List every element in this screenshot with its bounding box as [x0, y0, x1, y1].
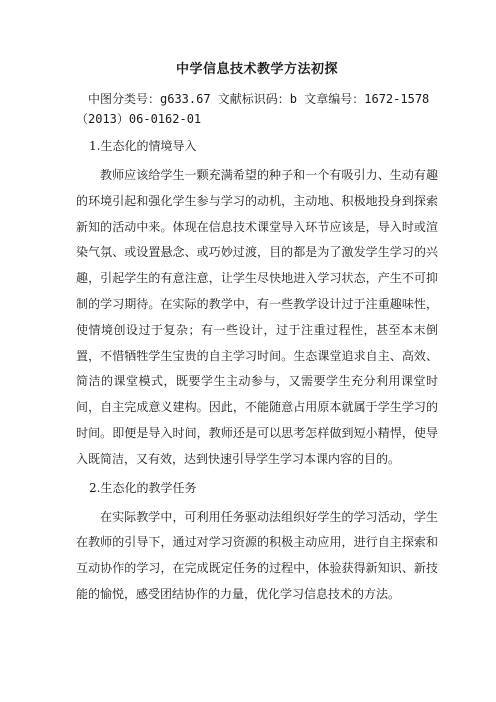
section-heading: 1.生态化的情境导入	[89, 139, 197, 153]
section-paragraph: 教师应该给学生一颗充满希望的种子和一个有吸引力、生动有趣的环境引起和强化学生参与学习的动机，主动地、积极地投身到探索新知的活动中来。体现在信息技术课堂导入环节应该是，导入时或渲染气氛、或设置悬念、或巧妙过渡，目的都是为了激发学生学习的兴趣，引起学生的有意注意，让学生尽快地进入学习状态，产生不可抑制的学习期待。在实际的教学中，有一些教学设计过于注重趣味性，使情境创设过于复杂；有一些设计，过于注重过程性，甚至本末倒置，不惜牺牲学生宝贵的自主学习时间。生态课堂追求自主、高效、简洁的课堂模式，既要学生主动参与，又需要学生充分利用课堂时间，自主完成意义建构。因此，不能随意占用原本就属于学生学习的时间。即便是导入时间，教师还是可以思考怎样做到短小精悍，使导入既简洁，又有效，达到快速引导学生学习本课内容的目的。	[76, 168, 438, 466]
classification-info: 中图分类号：g633.67 文献标识码：b 文章编号：1672-1578（2013）06-0162-01	[76, 92, 430, 126]
section-1	[76, 136, 438, 473]
document-title: 中学信息技术教学方法初探	[175, 62, 338, 77]
document-page	[76, 60, 438, 613]
section-heading: 2.生态化的教学任务	[89, 480, 197, 495]
section-2	[76, 478, 438, 608]
section-paragraph: 在实际教学中，可利用任务驱动法组织好学生的学习活动，学生在教师的引导下，通过对学习资源的积极主动应用，进行自主探索和互动协作的学习，在完成既定任务的过程中，体验获得新知识、新技能的愉悦，感受团结协作的力量，优化学习信息技术的方法。	[76, 509, 438, 601]
